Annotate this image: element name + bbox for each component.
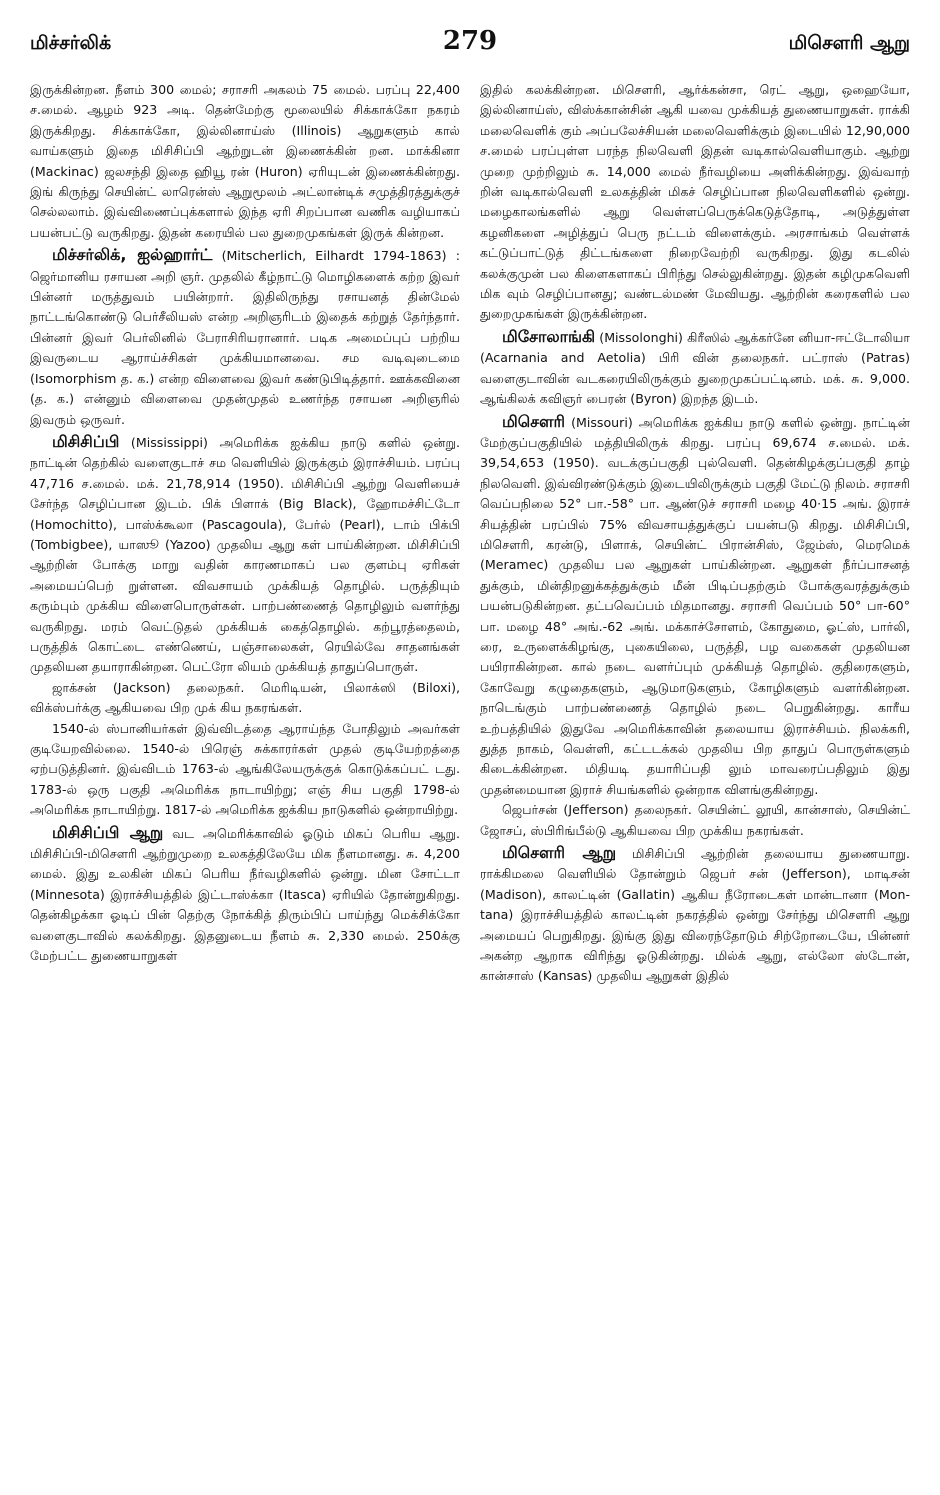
entry-mississippi-river	[30, 823, 460, 967]
entry-body: (Mitscherlich, Eilhardt 1794-1863) : ஜெர்மானிய ரசாயன அறி ஞர். முதலில் கீழ்நாட்டு மொழிகளைக் கற்ற இவர் பின்னர் மருத்துவம் பயின்றார். இதிலிருந்து ரசாயனத் தின்மேல் நாட்டங்கொண்டு பெர்சீலியஸ் என்ற அறிஞரிடம் இதைக் கற்றுத் தேர்ந்தார். பின்னர் இவர் பெர்லினில் பேராசிரியரானார். படிக அமைப்புப் பற்றிய இவருடைய ஆராய்ச்சிகள் முக்கியமானவை. சம வடிவுடைமை (Isomorphism த. க.) என்ற விளைவை இவர் கண்டுபிடித்தார். ஊக்கவினை (த. க.) என்னும் விளைவை முதன்முதல் உணர்ந்த ரசாயன அறிஞரில் இவரும் ஒருவர்.	[30, 248, 460, 427]
entry-body: (Missouri) அமெரிக்க ஐக்கிய நாடு களில் ஒன்று. நாட்டின் மேற்குப்பகுதியில் மத்தியிலிருக் கிறது. பரப்பு 69,674 ச.மைல். மக். 39,54,653 (1950). வடக்குப்பகுதி புல்வெளி. தென்கிழக்குப்பகுதி தாழ் நிலவெளி. இவ்விரண்டுக்கும் இடையிலிருக்கும் பகுதி மேட்டு நிலம். சராசரி வெப்பநிலை 52° பா.-58° பா. ஆண்டுச் சராசரி மழை 40·15 அங். இராச் சியத்தின் பரப்பில் 75% விவசாயத்துக்குப் பயன்படு கிறது. மிசிசிப்பி, மிசௌரி, கரன்டு, பிளாக், செயின்ட் பிரான்சிஸ், ஜேம்ஸ், மெரமெக் (Meramec) முதலிய பல ஆறுகள் பாய்கின்றன. ஆறுகள் நீர்ப்பாசனத் துக்கும், மின்திறனுக்கத்துக்கும் மீன் பிடிப்பதற்கும் போக்குவரத்துக்கும் பயன்படுகின்றன. தட்பவெப்பம் மிதமானது. சராசரி வெப்பம் 50° பா-60° பா. மழை 48° அங்.-62 அங். மக்காச்சோளம், கோதுமை, ஓட்ஸ், பார்லி, ரை, உருளைக்கிழங்கு, புகையிலை, பருத்தி, பழ வகைகள் முதலியன பயிராகின்றன. கால் நடை வளர்ப்பும் முக்கியத் தொழில். குதிரைகளும், கோவேறு கழுதைகளும், ஆடுமாடுகளும், கோழிகளும் வளர்கின்றன. நாடெங்கும் பாற்பண்ணைத் தொழில் நடை பெறுகின்றது. காரீய உற்பத்தியில் இதுவே அமெரிக்காவின் தலையாய இராச்சியம். நிலக்கரி, துத்த நாகம், வெள்ளி, கட்டடக்கல் முதலிய பிற தாதுப் பொருள்களும் கிடைக்கின்றன. மிதியடி தயாரிப்பதி லும் மாவரைப்பதிலும் இது முதன்மையான இராச் சியங்களில் ஒன்றாக விளங்குகின்றது.	[480, 414, 910, 797]
entry-body: (Missolonghi) கிரீஸில் ஆக்கர்னே னியா-ஈட்டோலியா (Acarnania and Aetolia) பிரி வின் தலைநகர். பட்ராஸ் (Patras) வளைகுடாவின் வடகரையிலிருக்கும் துறைமுகப்பட்டினம். மக். சு. 9,000. ஆங்கிலக் கவிஞர் பைரன் (Byron) இறந்த இடம்.	[480, 329, 910, 407]
entry-body: (Mississippi) அமெரிக்க ஐக்கிய நாடு களில் ஒன்று. நாட்டின் தெற்கில் வளைகுடாச் சம வெளியில் இருக்கும் இராச்சியம். பரப்பு 47,716 ச.மைல். மக். 21,78,914 (1950). மிசிசிப்பி ஆற்று வெளியைச் சேர்ந்த செழிப்பான இடம். பிக் பிளாக் (Big Black), ஹோமச்சிட்டோ (Homochitto), பாஸ்க்கூலா (Pascagoula), பேர்ல் (Pearl), டாம் பிக்பி (Tombigbee), யாஸூ (Yazoo) முதலிய ஆறு கள் பாய்கின்றன. மிசிசிப்பி ஆற்றின் போக்கு மாறு வதின் காரணமாகப் பல குளம்பு ஏரிகள் அமையப்பெற் றுள்ளன. விவசாயம் முக்கியத் தொழில். பருத்தியும் கரும்பும் முக்கிய விளைபொருள்கள். பாற்பண்ணைத் தொழிலும் வளர்ந்து வருகிறது. மரம் வெட்டுதல் முக்கியக் கைத்தொழில். கற்பூரத்தைலம், பருத்திக் கொட்டை எண்ணெய், பஞ்சாலைகள், ரெயில்வே சாதனங்கள் முதலியன தயாராகின்றன. பெட்ரோ லியம் முக்கியத் தாதுப்பொருள்.	[30, 434, 460, 675]
entry-missouri-river	[480, 843, 910, 987]
entry-body: வட அமெரிக்காவில் ஓடும் மிகப் பெரிய ஆறு. மிசிசிப்பி-மிசௌரி ஆற்றுமுறை உலகத்திலேயே மிக நீளமானது. சு. 4,200 மைல். இது உலகின் மிகப் பெரிய நீர்வழிகளில் ஒன்று. மின சோட்டா (Minnesota) இராச்சியத்தில் இட்டாஸ்க்கா (Itasca) ஏரியில் தோன்றுகிறது. தென்கிழக்கா ஓடிப் பின் தெற்கு நோக்கித் திரும்பிப் பாய்ந்து மெக்சிக்கோ வளைகுடாவில் கலக்கிறது. இதனுடைய நீளம் சு. 2,330 மைல். 250க்கு மேற்பட்ட துணையாறுகள்	[30, 825, 460, 964]
right-guide-word: மிசௌரி ஆறு	[788, 32, 910, 54]
left-column	[30, 80, 460, 1490]
entry-paragraph: ஜாக்சன் (Jackson) தலைநகர். மெரிடியன், பிலாக்ஸி (Biloxi), விக்ஸ்பர்க்கு ஆகியவை பிற முக் கிய நகரங்கள்.	[30, 679, 460, 716]
entry-headword: மிசௌரி	[502, 411, 566, 431]
entry-headword: மிசௌரி ஆறு	[502, 843, 617, 863]
entry-paragraph: 1540-ல் ஸ்பானியர்கள் இவ்விடத்தை ஆராய்ந்த போதிலும் அவர்கள் குடியேறவில்லை. 1540-ல் பிரெஞ் சுக்காரர்கள் முதல் குடியேற்றத்தை ஏற்படுத்தினர். இவ்விடம் 1763-ல் ஆங்கிலேயருக்குக் கொடுக்கப்பட் டது. 1783-ல் ஒரு பகுதி அமெரிக்க நாடாயிற்று; எஞ் சிய பகுதி 1798-ல் அமெரிக்க நாடாயிற்று. 1817-ல் அமெரிக்க ஐக்கிய நாடுகளில் ஒன்றாயிற்று.	[30, 720, 460, 818]
entry-mississippi	[30, 432, 460, 678]
left-guide-word: மிச்சர்லிக்	[30, 32, 112, 54]
lake-michigan-continuation: இருக்கின்றன. நீளம் 300 மைல்; சராசரி அகலம் 75 மைல். பரப்பு 22,400 ச.மைல். ஆழம் 923 அடி. தென்மேற்கு மூலையில் சிக்காக்கோ நகரம் இருக்கிறது. சிக்காக்கோ, இல்லினாய்ஸ் (Illinois) ஆறுகளும் கால் வாய்களும் இதை மிசிசிப்பி ஆற்றுடன் இணைக்கின் றன. மாக்கினா (Mackinac) ஜலசந்தி இதை ஹியூ ரன் (Huron) ஏரியுடன் இணைக்கின்றது. இங் கிருந்து செயின்ட் லாரென்ஸ் ஆறுமூலம் அட்லான்டிக் சமுத்திரத்துக்குச் செல்லலாம். இவ்விணைப்புக்களால் இந்த ஏரி சிறப்பான வணிக வழியாகப் பயன்பட்டு வருகிறது. இதன் கரையில் பல துறைமுகங்கள் இருக் கின்றன.	[30, 82, 460, 240]
page-header	[30, 22, 910, 62]
mississippi-river-continuation: இதில் கலக்கின்றன. மிசௌரி, ஆர்க்கன்சா, ரெட் ஆறு, ஒஹையோ, இல்லினாய்ஸ், விஸ்க்கான்சின் ஆகி யவை முக்கியத் துணையாறுகள். ராக்கி மலைவெளிக் கும் அப்பலேச்சியன் மலைவெளிக்கும் இடையில் 12,90,000 ச.மைல் பரப்புள்ள பரந்த நிலவெளி இதன் வடிகால்வெளியாகும். ஆற்று முறை முற்றிலும் சு. 14,000 மைல் நீர்வழியை அளிக்கின்றது. இவ்வாற் றின் வடிகால்வெளி உலகத்தின் மிகச் செழிப்பான நிலவெளிகளில் ஒன்று. மழைகாலங்களில் ஆறு வெள்ளப்பெருக்கெடுத்தோடி, அடுத்துள்ள கழனிகளை அழித்துப் பெரு நட்டம் விளைக்கும். அரசாங்கம் வெள்ளக் கட்டுப்பாட்டுத் திட்டங்களை நிறைவேற்றி வருகிறது. இது கடலில் கலக்குமுன் பல கிளைகளாகப் பிரிந்து செல்லுகின்றது. இதன் கழிமுகவெளி மிக வும் செழிப்பானது; வண்டல்மண் மேவியது. ஆற்றின் கரைகளில் பல துறைமுகங்கள் இருக்கின்றன.	[480, 82, 910, 322]
page-number: 279	[442, 26, 498, 56]
entry-paragraph: ஜெபர்சன் (Jefferson) தலைநகர். செயின்ட் லூயி, கான்சாஸ், செயின்ட் ஜோசப், ஸ்பிரிங்பீல்டு ஆகியவை பிற முக்கிய நகரங்கள்.	[480, 802, 910, 838]
entry-headword: மிசிசிப்பி	[52, 431, 120, 451]
entry-missouri	[480, 412, 910, 801]
entry-mitscherlich	[30, 245, 460, 430]
entry-headword: மிசோலாங்கி	[502, 326, 596, 346]
entry-body: மிசிசிப்பி ஆற்றின் தலையாய துணையாறு. ராக்கிமலை வெளியில் தோன்றும் ஜெபர் சன் (Jefferson), மாடிசன் (Madison), காலட்டின் (Gallatin) ஆகிய நீரோடைகள் மான்டானா (Mon- tana) இராச்சியத்தில் காலட்டின் நகரத்தில் ஒன்று சேர்ந்து மிசௌரி ஆறு அமையப் பெறுகிறது. இங்கு இது விரைந்தோடும் சிற்றோடையே, பின்னர் அகன்ற ஆறாக விரிந்து ஓடுகின்றது. மில்க் ஆறு, எல்லோ ஸ்டோன், கான்சாஸ் (Kansas) முதலிய ஆறுகள் இதில்	[480, 846, 910, 984]
entry-missolonghi	[480, 327, 910, 410]
entry-headword: மிச்சர்லிக், ஐல்ஹார்ட்	[52, 245, 213, 265]
entry-headword: மிசிசிப்பி ஆறு	[52, 822, 164, 842]
right-column	[480, 80, 910, 1490]
